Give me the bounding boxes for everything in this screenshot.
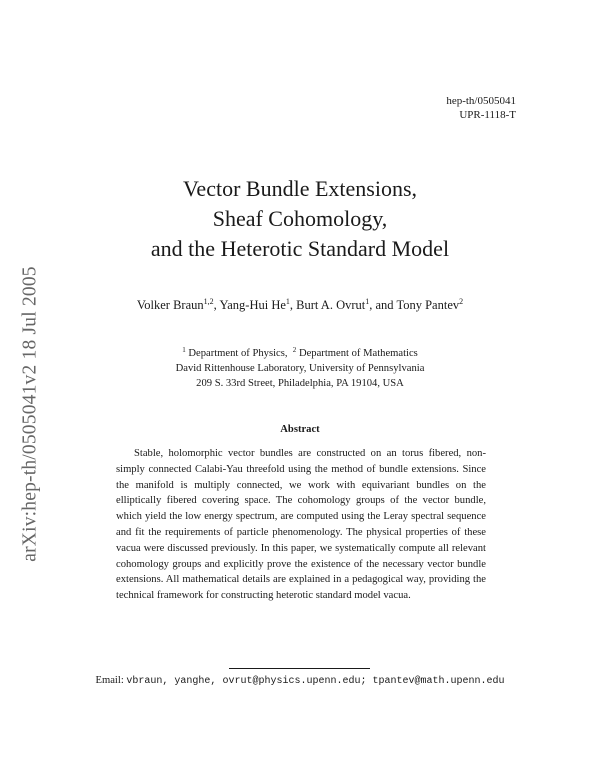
author-name: Volker Braun — [136, 298, 204, 312]
author-affiliation-mark: 1 — [365, 297, 370, 306]
email-addresses: vbraun, yanghe, ovrut@physics.upenn.edu; tpantev@math.upenn.edu — [126, 676, 505, 687]
report-number-upr: UPR-1118-T — [459, 109, 516, 121]
author-affiliation-mark: 1 — [285, 297, 290, 306]
author-separator: , — [213, 298, 220, 312]
affiliation-laboratory: David Rittenhouse Laboratory, University of Pennsylvania — [175, 363, 425, 374]
author-list — [80, 298, 520, 313]
author-affiliation-mark: 1,2 — [203, 297, 214, 306]
affiliation-dept-mathematics: Department of Mathematics — [298, 348, 418, 359]
abstract-body: Stable, holomorphic vector bundles are constructed on an torus fibered, non-simply connected Calabi-Yau threefold using the method of bundle extensions. Since the manifold is multiply connected, we work with equivariant bundles on the elliptically fibered covering space. The cohomology groups of the vector bundle, which yield the low energy spectrum, are computed using the Leray spectral sequence and fit the requirements of particle phenomenology. The physical properties of these vacua were discussed previously. In this paper, we systematically compute all relevant cohomology groups and explicitly prove the existence of the necessary vector bundle extensions. All mathematical details are explained in a pedagogical way, providing the technical framework for constructing heterotic standard model vacua. — [116, 448, 486, 602]
abstract-heading: Abstract — [280, 424, 320, 435]
paper-title — [100, 174, 500, 264]
affiliation-mark: 2 — [292, 346, 297, 354]
author-name: Yang-Hui He — [219, 298, 286, 312]
title-line: and the Heterotic Standard Model — [150, 236, 450, 261]
report-numbers — [446, 94, 516, 122]
footnote-divider — [229, 668, 370, 669]
arxiv-identifier: arXiv:hep-th/0505041v2 18 Jul 2005 — [20, 266, 42, 562]
affiliation-dept-physics: Department of Physics, — [188, 348, 288, 359]
affiliation-block — [100, 346, 500, 391]
arxiv-sidebar-stamp — [14, 214, 48, 614]
author-name: Burt A. Ovrut — [296, 298, 366, 312]
report-number-arxiv: hep-th/0505041 — [446, 95, 516, 107]
email-footnote — [60, 675, 540, 687]
title-line: Vector Bundle Extensions, — [182, 176, 418, 201]
author-affiliation-mark: 2 — [459, 297, 464, 306]
email-label: Email: — [95, 675, 124, 686]
affiliation-departments — [100, 346, 500, 361]
affiliation-mark: 1 — [182, 346, 186, 354]
title-line: Sheaf Cohomology, — [212, 206, 388, 231]
author-name: Tony Pantev — [396, 298, 460, 312]
author-separator: , — [289, 298, 297, 312]
affiliation-address: 209 S. 33rd Street, Philadelphia, PA 19104, USA — [196, 378, 404, 389]
author-separator: , and — [369, 298, 397, 312]
